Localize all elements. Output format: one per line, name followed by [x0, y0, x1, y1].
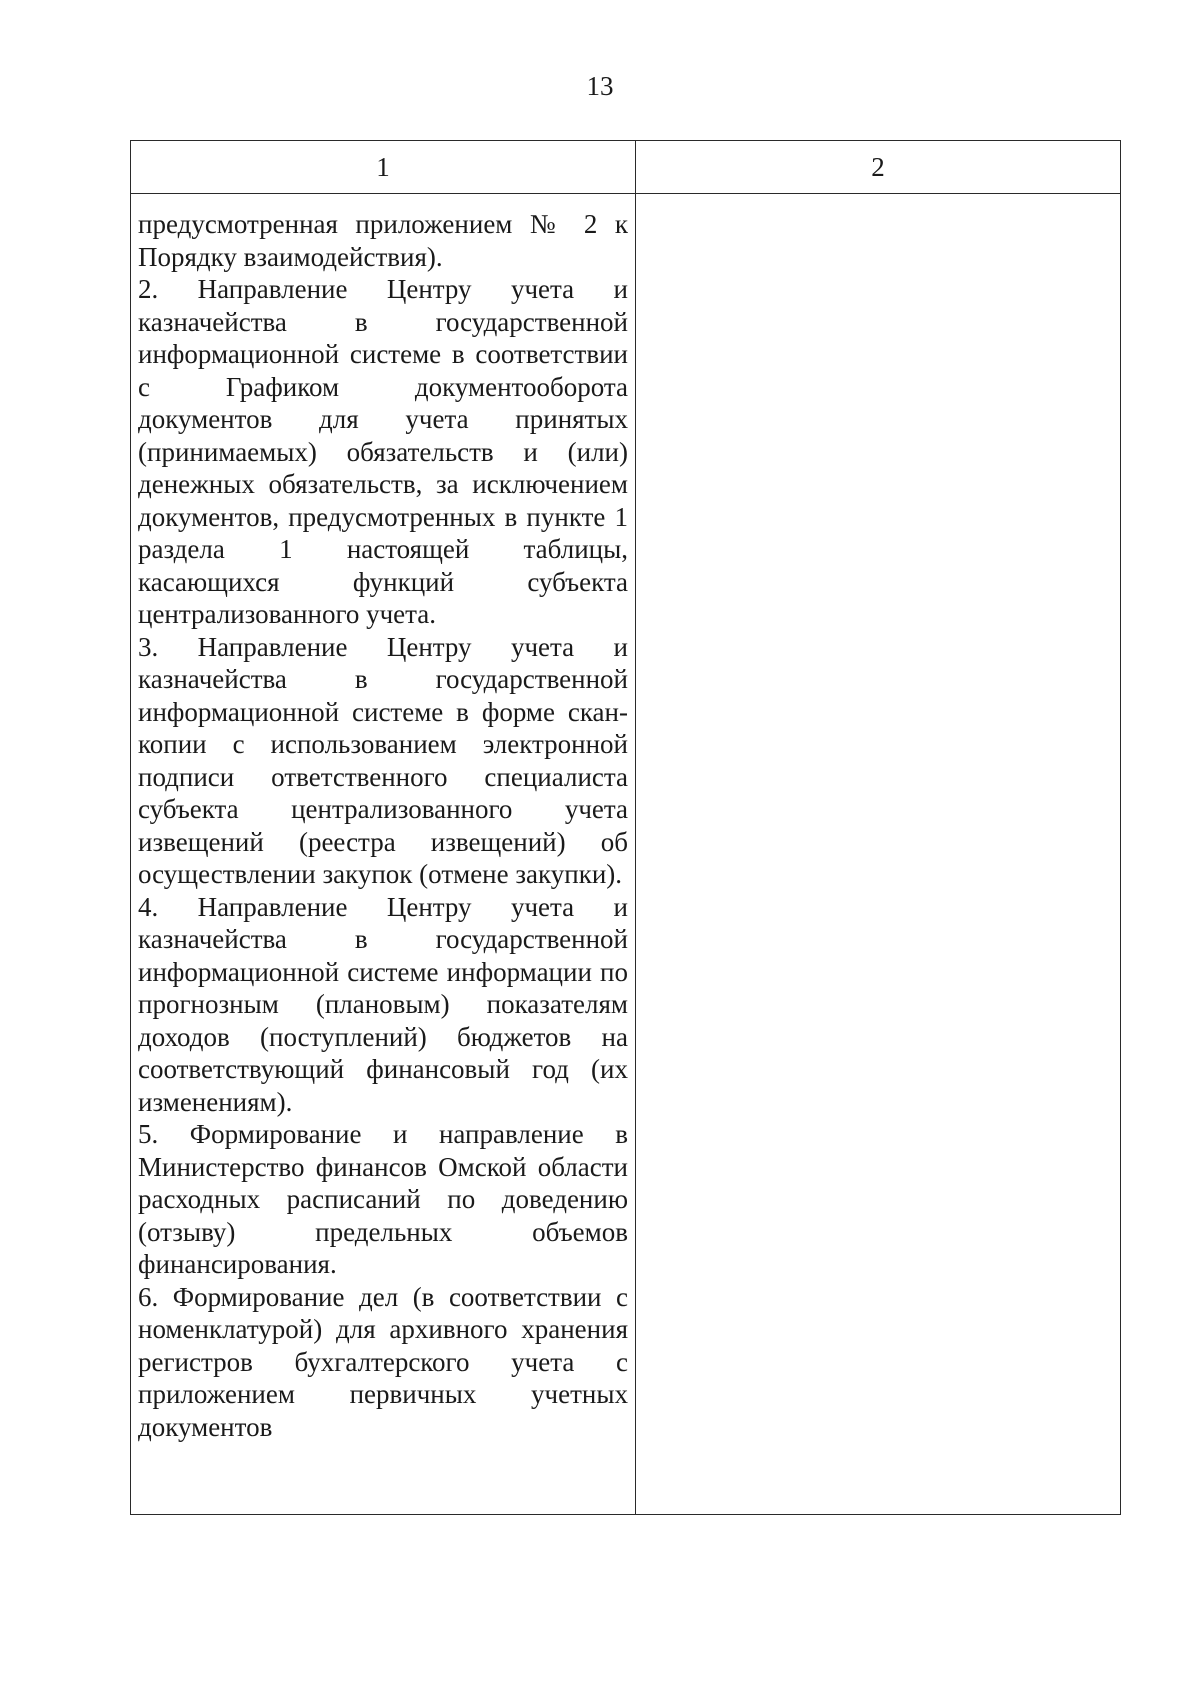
column-1-text	[131, 194, 635, 1449]
list-item-4: 4. Направление Центру учета и казначейства в государственной информационной системе информации по прогнозным (плановым) показателям доходов (поступлений) бюджетов на соответствующий финансовый год (их изменениям).	[138, 891, 628, 1117]
page-number: 13	[586, 71, 614, 101]
list-item-2: 2. Направление Центру учета и казначейства в государственной информационной системе в соответствии с Графиком документооборота документов для учета принятых (принимаемых) обязательств и (или) денежных обязательств, за исключением документов, предусмотренных в пункте 1 раздела 1 настоящей таблицы, касающихся функций субъекта централизованного учета.	[138, 274, 628, 629]
column-2-cell	[636, 194, 1121, 1515]
list-item-continuation: предусмотренная приложением № 2 к Порядку взаимодействия).	[138, 209, 628, 272]
table-row	[131, 194, 1121, 1515]
column-1-cell	[131, 194, 636, 1515]
table-header-row	[131, 141, 1121, 194]
list-item-3: 3. Направление Центру учета и казначейства в государственной информационной системе в форме скан-копии с использованием электронной подписи ответственного специалиста субъекта централизованного учета извещений (реестра извещений) об осуществлении закупок (отмене закупки).	[138, 631, 628, 889]
list-item-5: 5. Формирование и направление в Министерство финансов Омской области расходных расписаний по доведению (отзыву) предельных объемов финансирования.	[138, 1119, 628, 1279]
column-2-text	[636, 194, 1120, 214]
list-item-6: 6. Формирование дел (в соответствии с номенклатурой) для архивного хранения регистров бухгалтерского учета с приложением первичных учетных документов	[138, 1281, 628, 1442]
document-table	[130, 140, 1121, 1515]
column-header-1: 1	[131, 141, 636, 194]
column-header-2: 2	[636, 141, 1121, 194]
